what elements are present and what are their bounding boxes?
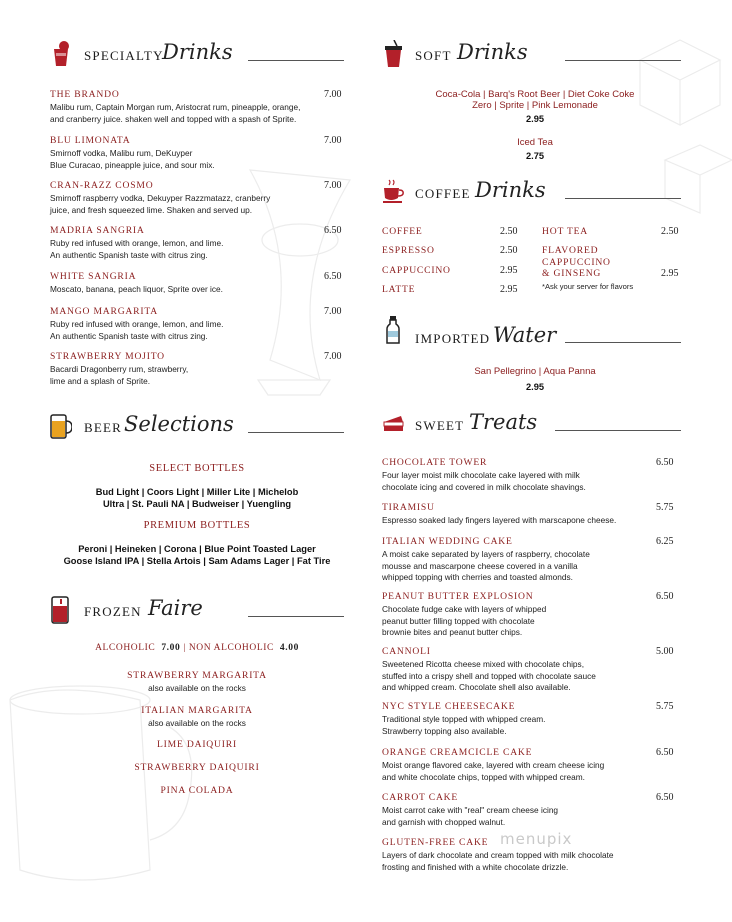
item-price: 6.25	[656, 536, 674, 547]
item-name: BLU LIMONATA	[50, 135, 131, 146]
item-description	[50, 148, 346, 171]
frozen-item	[60, 739, 334, 750]
description-line: brownie bites and peanut butter chips.	[382, 627, 523, 637]
description-line: Moscato, banana, peach liquor, Sprite over ice.	[50, 284, 223, 294]
item-name: PEANUT BUTTER EXPLOSION	[382, 591, 534, 602]
menu-item	[382, 226, 522, 237]
item-note: also available on the rocks	[148, 718, 246, 728]
menu-item	[50, 89, 346, 125]
item-description	[382, 850, 682, 873]
alcoholic-label: ALCOHOLIC	[95, 643, 156, 653]
water-brands: San Pellegrino | Aqua Panna	[474, 366, 596, 377]
description-line: Traditional style topped with whipped cream.	[382, 714, 546, 724]
menu-item	[50, 180, 346, 216]
description-line: Strawberry topping also available.	[382, 725, 507, 736]
item-name: ORANGE CREAMCICLE CAKE	[382, 747, 533, 758]
beer-mug-icon	[50, 412, 72, 440]
premium-bottles-title: PREMIUM BOTTLES	[143, 520, 251, 531]
header-divider	[248, 60, 344, 61]
item-name: CANNOLI	[382, 646, 431, 657]
select-bottles-title: SELECT BOTTLES	[149, 463, 245, 474]
item-note: also available on the rocks	[148, 683, 246, 693]
menu-item	[382, 747, 682, 783]
sweet-treats-header	[383, 410, 683, 440]
description-line: mousse and mascarpone cheese covered in a vanilla	[382, 560, 578, 571]
item-name-line-2: CAPPUCCINO	[542, 256, 611, 268]
item-description	[382, 805, 682, 828]
frozen-title-caps: FROZEN	[84, 604, 142, 619]
coffee-drinks-header	[383, 178, 683, 208]
description-line: Smirnoff raspberry vodka, Dekuyper Razzmatazz, cranberry	[50, 193, 271, 203]
soft-drinks-line-2: Zero | Sprite | Pink Lemonade	[472, 100, 598, 111]
item-name: WHITE SANGRIA	[50, 271, 137, 282]
description-line: juice, and fresh squeezed lime. Shaken and served up.	[50, 204, 253, 215]
menu-item	[50, 271, 346, 296]
item-description	[50, 238, 346, 261]
specialty-drinks-header	[50, 40, 346, 70]
item-price: 7.00	[324, 135, 342, 146]
item-price: 5.75	[656, 701, 674, 712]
item-description	[382, 659, 682, 694]
menu-item	[382, 646, 682, 694]
description-line: stuffed into a crispy shell and topped with chocolate sauce	[382, 670, 596, 681]
frozen-price-line	[60, 643, 334, 653]
item-name: NYC STYLE CHEESECAKE	[382, 701, 516, 712]
alcoholic-price: 7.00	[161, 643, 181, 653]
item-price: 2.95	[661, 268, 679, 279]
menu-item	[382, 245, 522, 256]
frozen-glass-icon	[50, 596, 72, 624]
item-name: COFFEE	[382, 226, 423, 237]
description-line: Ruby red infused with orange, lemon, and lime.	[50, 238, 224, 248]
item-price: 5.00	[656, 646, 674, 657]
item-name: STRAWBERRY MARGARITA	[127, 670, 267, 681]
description-line: whipped topping with cherries and toasted almonds.	[382, 572, 573, 582]
description-line: chocolate icing and covered in milk chocolate shavings.	[382, 481, 586, 492]
coffee-cup-icon	[383, 178, 405, 206]
item-price: 7.00	[324, 306, 342, 317]
item-price: 2.95	[500, 284, 518, 295]
menu-item	[382, 701, 682, 737]
item-price: 2.50	[500, 245, 518, 256]
description-line: Chocolate fudge cake with layers of whipped	[382, 604, 547, 614]
item-price: 6.50	[656, 457, 674, 468]
description-line: lime and a splash of Sprite.	[50, 375, 151, 386]
item-price: 7.00	[324, 89, 342, 100]
water-price: 2.95	[525, 382, 545, 392]
item-description	[382, 604, 682, 639]
item-name: THE BRANDO	[50, 89, 120, 100]
item-name: CRAN-RAZZ COSMO	[50, 180, 154, 191]
item-price: 7.00	[324, 351, 342, 362]
description-line: and garnish with chopped walnut.	[382, 816, 506, 827]
frozen-item	[60, 785, 334, 796]
select-bottles-line-1: Bud Light | Coors Light | Miller Lite | Michelob	[95, 487, 299, 497]
description-line: Moist carrot cake with "real" cream cheese icing	[382, 805, 559, 815]
item-price: 2.95	[500, 265, 518, 276]
menu-item	[382, 457, 682, 493]
soda-cup-icon	[383, 40, 405, 68]
item-description	[50, 102, 346, 125]
item-description	[50, 319, 346, 342]
frozen-item	[60, 705, 334, 728]
item-name: ITALIAN WEDDING CAKE	[382, 536, 513, 547]
item-name: LATTE	[382, 284, 416, 295]
item-price: 5.75	[656, 502, 674, 513]
item-price: 6.50	[656, 591, 674, 602]
item-name: TIRAMISU	[382, 502, 435, 513]
menupix-watermark: menupix	[500, 830, 573, 848]
menu-item	[50, 135, 346, 171]
frozen-faire-header	[50, 596, 346, 626]
soft-drinks-header	[383, 40, 683, 70]
item-name-line-1: FLAVORED	[542, 245, 599, 256]
item-name: MADRIA SANGRIA	[50, 225, 145, 236]
item-name: STRAWBERRY MOJITO	[50, 351, 165, 362]
item-price: 6.50	[656, 747, 674, 758]
item-description	[382, 470, 682, 493]
item-description	[382, 714, 682, 737]
item-price: 6.50	[324, 271, 342, 282]
soft-title-caps: SOFT	[415, 48, 452, 63]
description-line: Smirnoff vodka, Malibu rum, DeKuyper	[50, 148, 193, 158]
menu-item	[382, 284, 522, 295]
coffee-title-script: Drinks	[475, 178, 546, 202]
description-line: An authentic Spanish taste with citrus zing.	[50, 330, 208, 341]
beer-title-script: Selections	[124, 412, 234, 436]
description-line: Blue Curacao, pineapple juice, and sour mix.	[50, 159, 215, 170]
item-description	[382, 760, 682, 783]
item-price: 6.50	[656, 792, 674, 803]
item-name-line-3: & GINSENG	[542, 268, 602, 279]
flavored-cappuccino-item	[542, 245, 682, 291]
soft-drinks-price: 2.95	[525, 114, 545, 124]
select-bottles-line-2: Ultra | St. Pauli NA | Budweiser | Yuengling	[102, 499, 292, 509]
item-name: ESPRESSO	[382, 245, 435, 256]
description-line: Malibu rum, Captain Morgan rum, Aristocrat rum, pineapple, orange,	[50, 102, 301, 112]
menu-item	[382, 502, 682, 527]
header-divider	[248, 616, 344, 617]
item-description	[50, 284, 346, 296]
menu-item	[382, 265, 522, 276]
item-name: HOT TEA	[542, 226, 589, 237]
item-name: CAPPUCCINO	[382, 265, 451, 276]
description-line: and white chocolate chips, topped with whipped cream.	[382, 771, 585, 782]
item-price: 2.50	[500, 226, 518, 237]
coffee-title-caps: COFFEE	[415, 186, 471, 201]
item-price: 2.50	[661, 226, 679, 237]
header-divider	[565, 198, 681, 199]
frozen-title-script: Faire	[148, 596, 203, 620]
description-line: peanut butter filling topped with chocolate	[382, 615, 535, 626]
menu-item	[382, 536, 682, 584]
non-alcoholic-label: NON ALCOHOLIC	[188, 643, 274, 653]
item-name: ITALIAN MARGARITA	[141, 705, 253, 716]
description-line: Bacardi Dragonberry rum, strawberry,	[50, 364, 189, 374]
water-title-script: Water	[493, 323, 557, 347]
item-name: STRAWBERRY DAIQUIRI	[134, 762, 260, 773]
item-description	[382, 549, 682, 584]
specialty-title-caps: SPECIALTY	[84, 48, 164, 63]
description-line: frosting and finished with a white chocolate drizzle.	[382, 861, 569, 872]
soft-title-script: Drinks	[457, 40, 528, 64]
hot-tea-item	[542, 226, 682, 237]
description-line: and cranberry juice. shaken well and topped with a spash of Sprite.	[50, 113, 297, 124]
description-line: and whipped cream. Chocolate shell also available.	[382, 682, 571, 692]
description-line: Layers of dark chocolate and cream topped with milk chocolate	[382, 850, 614, 860]
specialty-title-script: Drinks	[162, 40, 233, 64]
description-line: Moist orange flavored cake, layered with cream cheese icing	[382, 760, 605, 770]
description-line: Sweetened Ricotta cheese mixed with chocolate chips,	[382, 659, 585, 669]
imported-water-header	[383, 316, 683, 346]
item-name: MANGO MARGARITA	[50, 306, 158, 317]
iced-tea-price: 2.75	[525, 151, 545, 161]
item-description	[50, 364, 346, 387]
item-description	[382, 515, 682, 527]
menu-item	[382, 792, 682, 828]
header-divider	[248, 432, 344, 433]
menu-item	[50, 351, 346, 387]
frozen-item	[60, 762, 334, 773]
item-name: PINA COLADA	[160, 785, 234, 796]
beer-selections-header	[50, 412, 346, 442]
description-line: Ruby red infused with orange, lemon, and lime.	[50, 319, 224, 329]
item-description	[50, 193, 346, 216]
item-price: 6.50	[324, 225, 342, 236]
description-line: Four layer moist milk chocolate cake layered with milk	[382, 470, 580, 480]
premium-bottles-line-1: Peroni | Heineken | Corona | Blue Point Toasted Lager	[78, 544, 316, 554]
cocktail-glass-icon	[50, 40, 72, 68]
header-divider	[565, 60, 681, 61]
item-name: LIME DAIQUIRI	[157, 739, 237, 750]
water-bottle-icon	[383, 316, 405, 344]
description-line: An authentic Spanish taste with citrus zing.	[50, 249, 208, 260]
menu-item	[50, 225, 346, 261]
item-price: 7.00	[324, 180, 342, 191]
sweet-title-script: Treats	[469, 410, 538, 434]
non-alcoholic-price: 4.00	[279, 643, 299, 653]
price-separator: |	[183, 643, 186, 653]
premium-bottles-line-2: Goose Island IPA | Stella Artois | Sam Adams Lager | Fat Tire	[63, 556, 331, 566]
cake-slice-icon	[383, 410, 405, 438]
soft-drinks-line-1: Coca-Cola | Barq's Root Beer | Diet Coke Coke	[435, 89, 635, 100]
flavors-note: *Ask your server for flavors	[542, 281, 634, 291]
header-divider	[555, 430, 681, 431]
header-divider	[565, 342, 681, 343]
water-title-caps: IMPORTED	[415, 331, 491, 346]
item-name: CARROT CAKE	[382, 792, 459, 803]
item-name: GLUTEN-FREE CAKE	[382, 837, 489, 848]
menu-item	[50, 306, 346, 342]
beer-title-caps: BEER	[84, 420, 123, 435]
description-line: Espresso soaked lady fingers layered with marscapone cheese.	[382, 515, 617, 525]
sweet-title-caps: SWEET	[415, 418, 465, 433]
item-name: CHOCOLATE TOWER	[382, 457, 488, 468]
frozen-item	[60, 670, 334, 693]
iced-tea-label: Iced Tea	[517, 137, 553, 148]
description-line: A moist cake separated by layers of raspberry, chocolate	[382, 549, 590, 559]
menu-item	[382, 591, 682, 639]
